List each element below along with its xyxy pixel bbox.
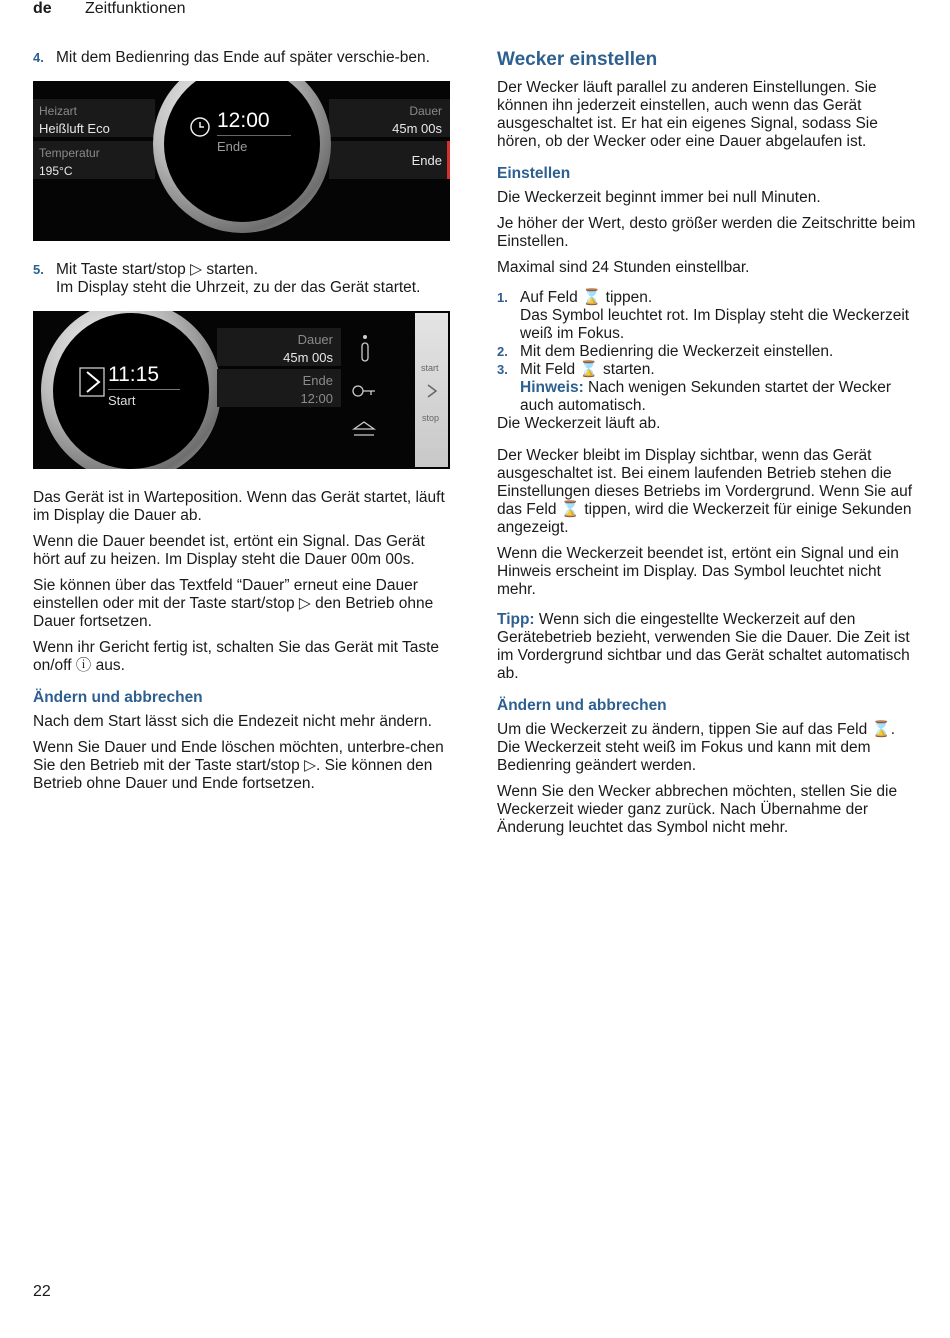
heizart-field bbox=[33, 99, 155, 137]
start-stop-button bbox=[415, 313, 448, 467]
paragraph: Wenn Sie Dauer und Ende löschen möchten, unterbre-chen Sie den Betrieb mit der Taste start/stop ▷. Sie können den Betrieb ohne Dauer und Ende fortsetzen. bbox=[33, 739, 444, 792]
tip-paragraph bbox=[497, 611, 917, 683]
temperature-field bbox=[33, 141, 155, 179]
step-3 bbox=[497, 361, 917, 415]
ende-label: Ende bbox=[302, 373, 333, 388]
heizart-value: Heißluft Eco bbox=[39, 121, 110, 136]
eject-icon bbox=[351, 419, 377, 439]
ende-value: 12:00 bbox=[300, 391, 333, 406]
heading-aendern-abbrechen: Ändern und abbrechen bbox=[33, 689, 203, 706]
step-text: Mit Feld ⌛ starten. bbox=[520, 361, 655, 378]
paragraph: Die Weckerzeit beginnt immer bei null Minuten. bbox=[497, 189, 821, 206]
step-text: Mit dem Bedienring die Weckerzeit einstellen. bbox=[520, 343, 834, 360]
clock-icon bbox=[189, 115, 213, 139]
info-icon bbox=[355, 333, 375, 363]
paragraph: Wenn Sie den Wecker abbrechen möchten, stellen Sie die Weckerzeit wieder ganz zurück. Nach Übernahme der Änderung leuchtet das Symbol nicht mehr. bbox=[497, 783, 898, 836]
temperature-label: Temperatur bbox=[39, 146, 100, 160]
page-header bbox=[33, 0, 186, 18]
step-5 bbox=[33, 261, 453, 297]
display-screenshot-end-time bbox=[33, 81, 450, 241]
step-1 bbox=[497, 289, 917, 343]
tip-text: Wenn sich die eingestellte Weckerzeit auf den Gerätebetrieb bezieht, verwenden Sie die Dauer. Die Zeit ist im Vordergrund sichtbar und das Gerät schaltet automatisch ab. bbox=[497, 611, 910, 682]
hint-text: Nach wenigen Sekunden startet der Wecker auch automatisch. bbox=[520, 379, 892, 414]
step-4 bbox=[33, 49, 453, 67]
paragraph: Um die Weckerzeit zu ändern, tippen Sie auf das Feld ⌛. Die Weckerzeit steht weiß im Fokus und kann mit dem Bedienring geändert werden. bbox=[497, 721, 896, 774]
step-number: 4. bbox=[33, 50, 44, 65]
paragraph: Die Weckerzeit läuft ab. bbox=[497, 415, 661, 432]
heading-wecker-einstellen: Wecker einstellen bbox=[497, 49, 658, 70]
start-triangle-icon bbox=[79, 367, 105, 397]
step-text: Auf Feld ⌛ tippen. bbox=[520, 289, 653, 306]
key-icon bbox=[351, 383, 377, 399]
step-2 bbox=[497, 343, 917, 361]
clock-time: 11:15 bbox=[108, 363, 159, 386]
paragraph: Der Wecker läuft parallel zu anderen Einstellungen. Sie können ihn jederzeit einstellen, auch wenn das Gerät ausgeschaltet ist. Er hat ein eigenes Signal, sodass Sie hören, ob der Wecker oder eine Dauer abgelaufen ist. bbox=[497, 79, 878, 150]
heading-aendern-abbrechen: Ändern und abbrechen bbox=[497, 697, 667, 714]
heading-einstellen: Einstellen bbox=[497, 165, 571, 182]
ende-field bbox=[217, 369, 341, 407]
control-ring bbox=[153, 81, 331, 233]
ende-label: Ende bbox=[411, 153, 442, 168]
tip-label: Tipp: bbox=[497, 611, 535, 628]
page-number: 22 bbox=[33, 1283, 51, 1300]
paragraph: Wenn die Dauer beendet ist, ertönt ein Signal. Das Gerät hört auf zu heizen. Im Display steht die Dauer 00m 00s. bbox=[33, 533, 425, 568]
step-text: Mit Taste start/stop ▷ starten. bbox=[56, 261, 259, 278]
section-title: Zeitfunktionen bbox=[85, 0, 186, 17]
language-code: de bbox=[33, 0, 52, 17]
play-icon bbox=[425, 383, 439, 399]
step-subtext: Im Display steht die Uhrzeit, zu der das Gerät startet. bbox=[56, 279, 421, 296]
dauer-field bbox=[329, 99, 450, 137]
paragraph: Wenn die Weckerzeit beendet ist, ertönt ein Signal und ein Hinweis erscheint im Display. Das Symbol leuchtet nicht mehr. bbox=[497, 545, 899, 598]
hint-label: Hinweis: bbox=[520, 379, 584, 396]
right-column bbox=[497, 49, 917, 845]
control-ring bbox=[41, 311, 221, 469]
step-number: 3. bbox=[497, 362, 508, 377]
step-number: 5. bbox=[33, 262, 44, 277]
paragraph: Der Wecker bleibt im Display sichtbar, wenn das Gerät ausgeschaltet ist. Bei einem laufenden Betrieb stehen die Einstellungen dieses Betriebs im Vordergrund. Wenn Sie auf das Feld ⌛ tippen, wird die Weckerzeit für einige Sekunden angezeigt. bbox=[497, 447, 913, 536]
step-subtext: Das Symbol leuchtet rot. Im Display steht die Weckerzeit weiß im Fokus. bbox=[520, 307, 910, 342]
step-number: 1. bbox=[497, 290, 508, 305]
paragraph: Wenn ihr Gericht fertig ist, schalten Sie das Gerät mit Taste on/off ⓘ aus. bbox=[33, 639, 440, 674]
paragraph: Sie können über das Textfeld “Dauer” erneut eine Dauer einstellen oder mit der Taste start/stop ▷ den Betrieb ohne Dauer fortsetzen. bbox=[33, 577, 434, 630]
paragraph: Das Gerät ist in Warteposition. Wenn das Gerät startet, läuft im Display die Dauer ab. bbox=[33, 489, 445, 524]
paragraph: Maximal sind 24 Stunden einstellbar. bbox=[497, 259, 750, 276]
temperature-value: 195°C bbox=[39, 164, 73, 178]
clock-time: 12:00 bbox=[217, 109, 270, 132]
clock-subtitle: Start bbox=[108, 393, 136, 408]
left-column bbox=[33, 49, 453, 801]
display-screenshot-start-time bbox=[33, 311, 450, 469]
paragraph: Je höher der Wert, desto größer werden die Zeitschritte beim Einstellen. bbox=[497, 215, 916, 250]
focus-marker bbox=[447, 141, 450, 179]
dauer-value: 45m 00s bbox=[392, 121, 442, 136]
stop-label: stop bbox=[422, 413, 440, 423]
step-number: 2. bbox=[497, 344, 508, 359]
dauer-field bbox=[217, 328, 341, 366]
ende-field bbox=[329, 141, 450, 179]
step-text: Mit dem Bedienring das Ende auf später verschie-ben. bbox=[56, 49, 430, 66]
dauer-value: 45m 00s bbox=[283, 350, 333, 365]
heizart-label: Heizart bbox=[39, 104, 78, 118]
dauer-label: Dauer bbox=[297, 332, 333, 347]
clock-subtitle: Ende bbox=[217, 139, 248, 154]
start-label: start bbox=[421, 363, 439, 373]
dauer-label: Dauer bbox=[409, 104, 442, 118]
paragraph: Nach dem Start lässt sich die Endezeit nicht mehr ändern. bbox=[33, 713, 432, 730]
